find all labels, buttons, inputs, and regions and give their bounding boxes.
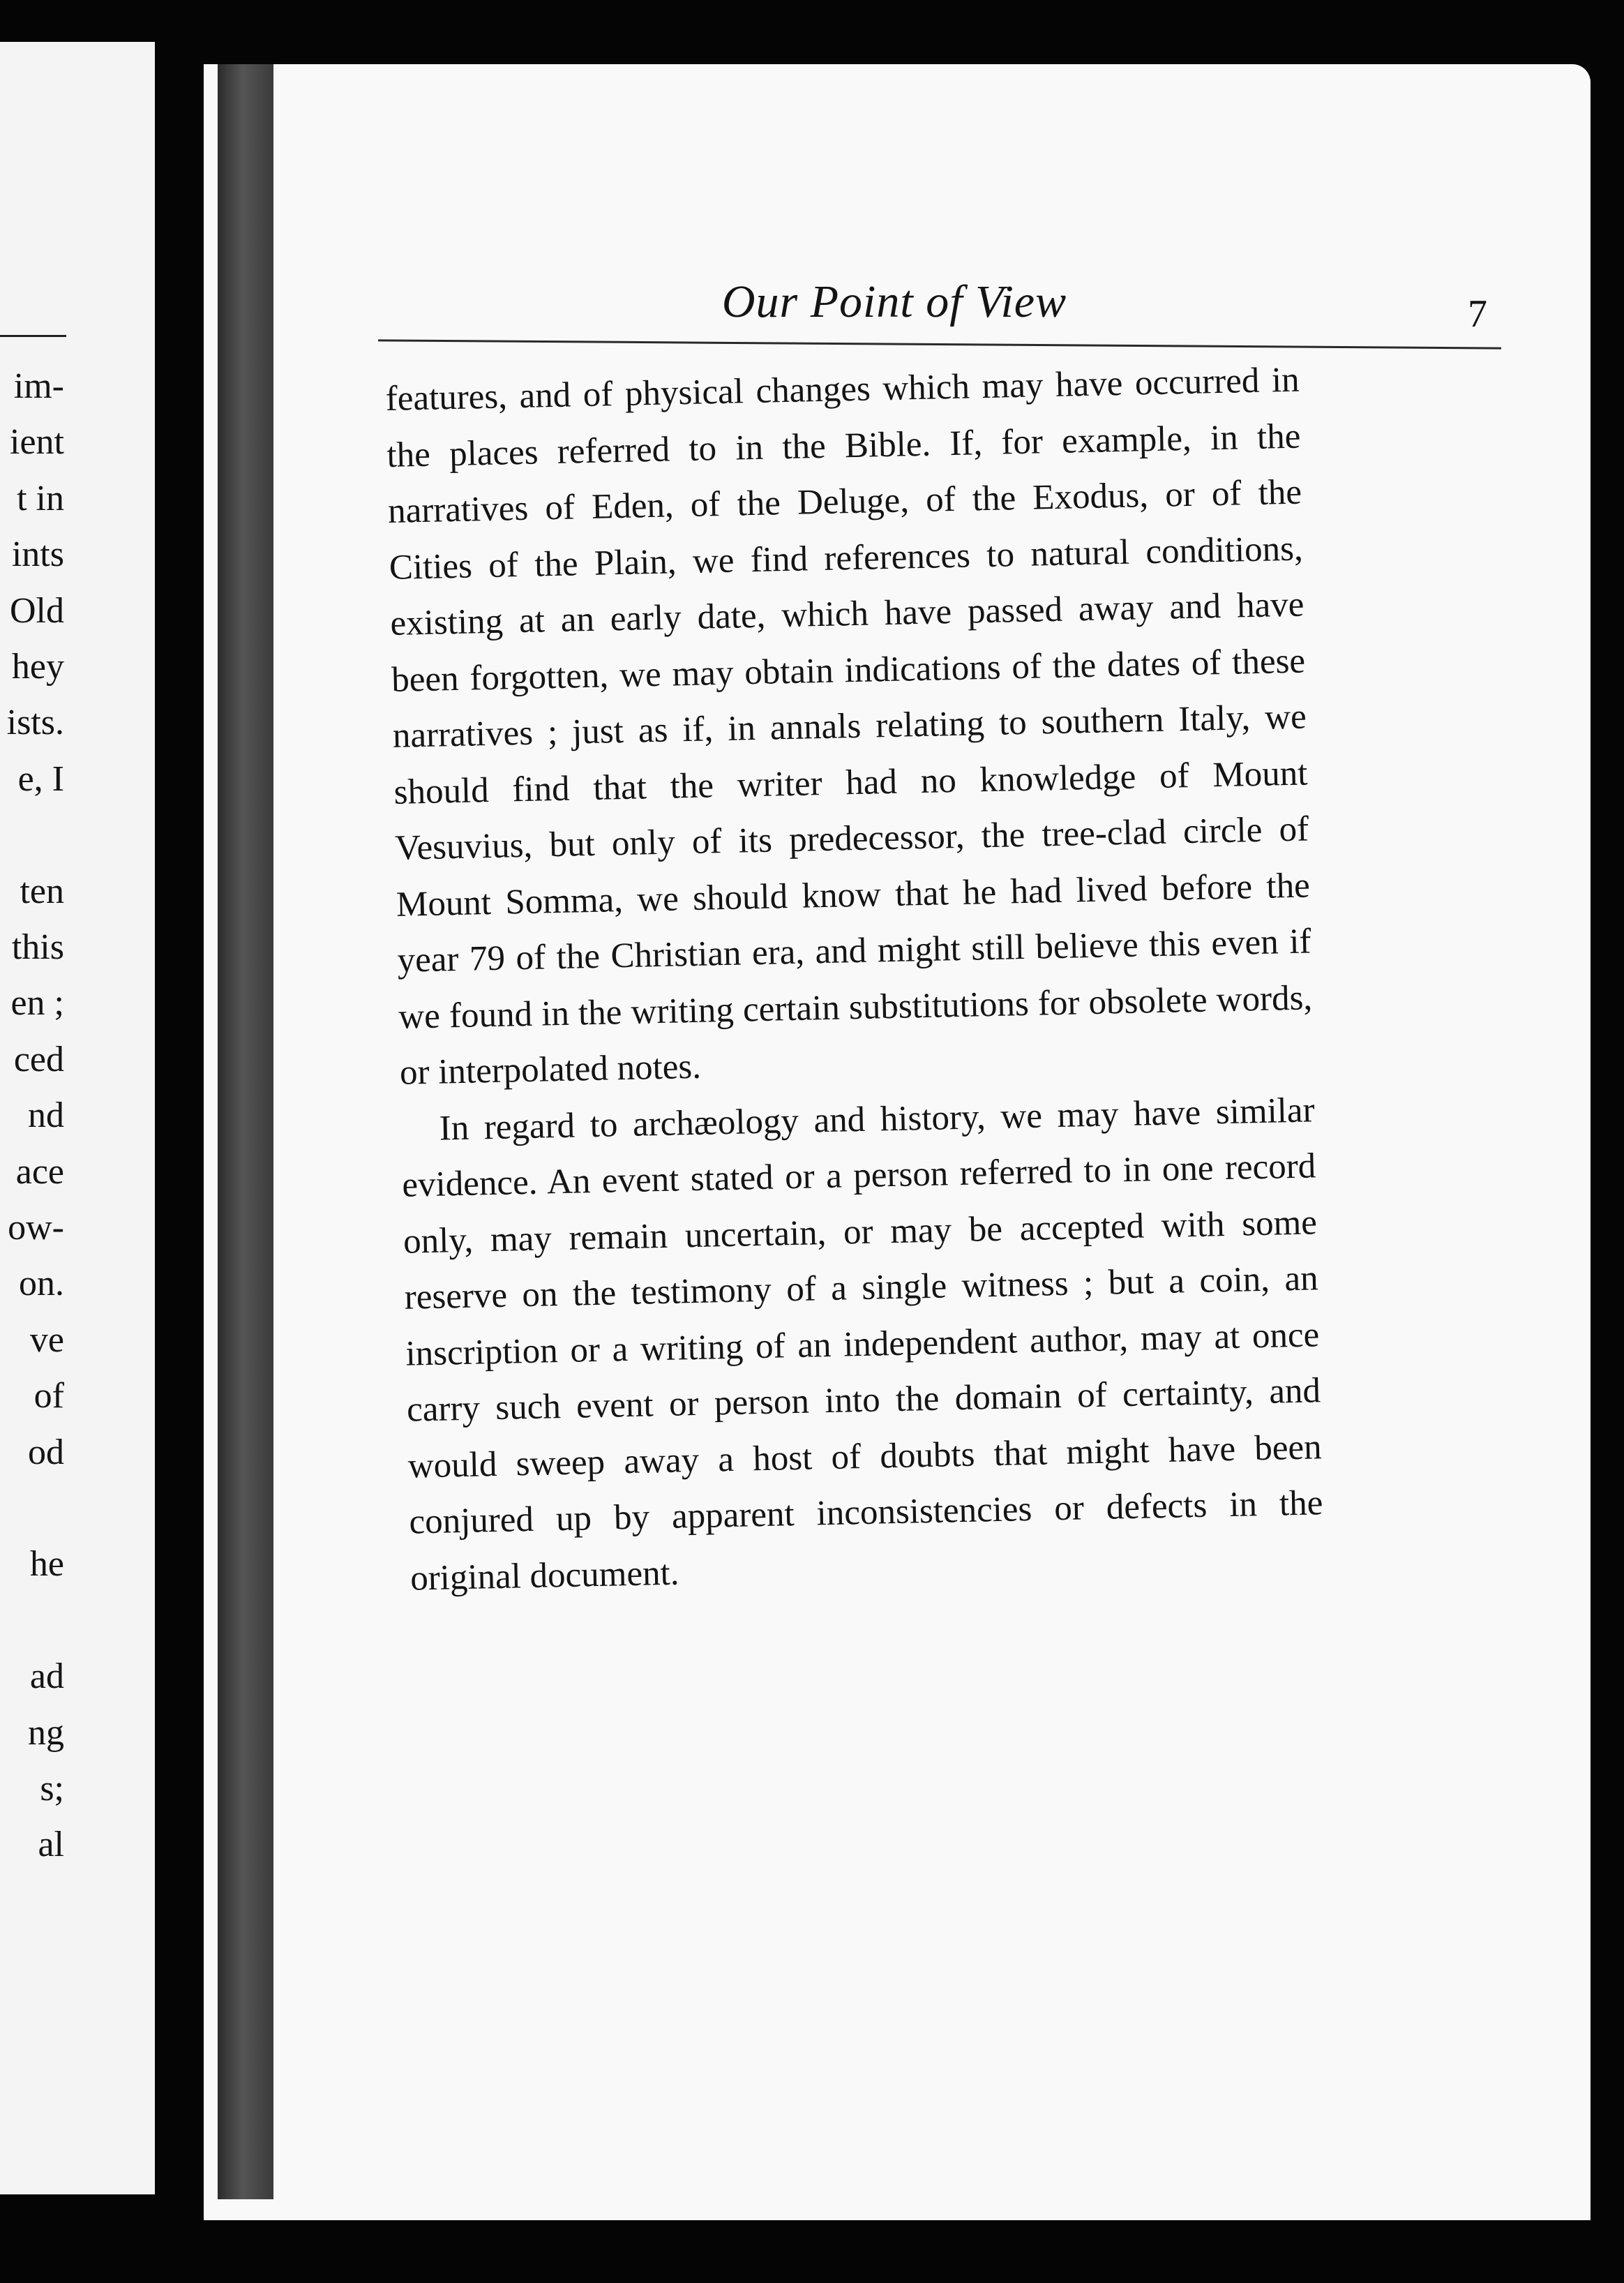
left-page-line-fragment: ow- xyxy=(8,1208,64,1248)
left-page-line-fragment: t in xyxy=(17,478,64,518)
page-content xyxy=(273,64,1515,2220)
left-page-line-fragment: ve xyxy=(29,1319,64,1360)
left-page-line-fragment: ists. xyxy=(6,703,64,743)
left-page-line-fragment: en ; xyxy=(10,983,64,1024)
left-page-line-fragment: this xyxy=(11,927,64,967)
left-page-line-fragment: Old xyxy=(10,590,64,631)
left-page-line-fragment: ng xyxy=(28,1712,64,1753)
left-page-line-fragment: of xyxy=(33,1376,64,1416)
body-text xyxy=(385,352,1325,1607)
left-page-line-fragment: ad xyxy=(29,1656,64,1697)
header-rule xyxy=(378,339,1501,349)
left-page-line-fragment: im- xyxy=(13,366,64,406)
paragraph-2: In regard to archæology and history, we may have similar evidence. An event stated or a person referred to in one record only, may remain uncertain, or may be accepted with some reserve on the testimony of a single witness ; but a coin, an inscription or a writing of an independent author, may at once carry such event or person into the domain of certainty, and would sweep away a host of doubts that might have been conjured up by apparent inconsistencies or defects in the original document. xyxy=(401,1090,1323,1599)
left-page-line-fragment: ced xyxy=(13,1039,64,1079)
paragraph-1: features, and of physical changes which may have occurred in the places referred to in the Bible. If, for example, in the narratives of Eden, of the Deluge, of the Exodus, or of the Cities of the Plain, we find references to natural conditions, existing at an early date, which have passed away and have been forgotten, we may obtain indications of the dates of these narratives ; just as if, in annals relating to southern Italy, we should find that the writer had no knowledge of Mount Vesuvius, but only of its predecessor, the tree-clad circle of Mount Somma, we should know that he had lived before the year 79 of the Christian era, and might still believe this even if we found in the writing certain substitutions for obsolete words, or interpolated notes. xyxy=(385,360,1313,1093)
left-page-line-fragment: hey xyxy=(11,647,64,687)
book-gutter-shadow xyxy=(218,64,273,2199)
left-page xyxy=(0,42,155,2194)
left-page-line-fragment: ient xyxy=(10,422,64,463)
left-page-line-fragment: ace xyxy=(15,1151,64,1192)
left-page-line-fragment: e, I xyxy=(17,758,64,799)
left-page-line-fragment: he xyxy=(29,1544,64,1585)
right-page xyxy=(204,64,1591,2220)
left-page-rule xyxy=(0,335,66,337)
left-page-line-fragment: ten xyxy=(20,871,64,911)
left-page-line-fragment: nd xyxy=(28,1095,64,1136)
left-page-line-fragment: al xyxy=(38,1825,64,1865)
left-page-line-fragment: od xyxy=(28,1432,64,1472)
left-page-line-fragment: ints xyxy=(11,534,64,575)
left-page-line-fragment: on. xyxy=(19,1264,64,1304)
running-head: Our Point of View xyxy=(721,276,1067,327)
page-number: 7 xyxy=(1468,292,1487,336)
left-page-line-fragment: s; xyxy=(40,1769,64,1809)
